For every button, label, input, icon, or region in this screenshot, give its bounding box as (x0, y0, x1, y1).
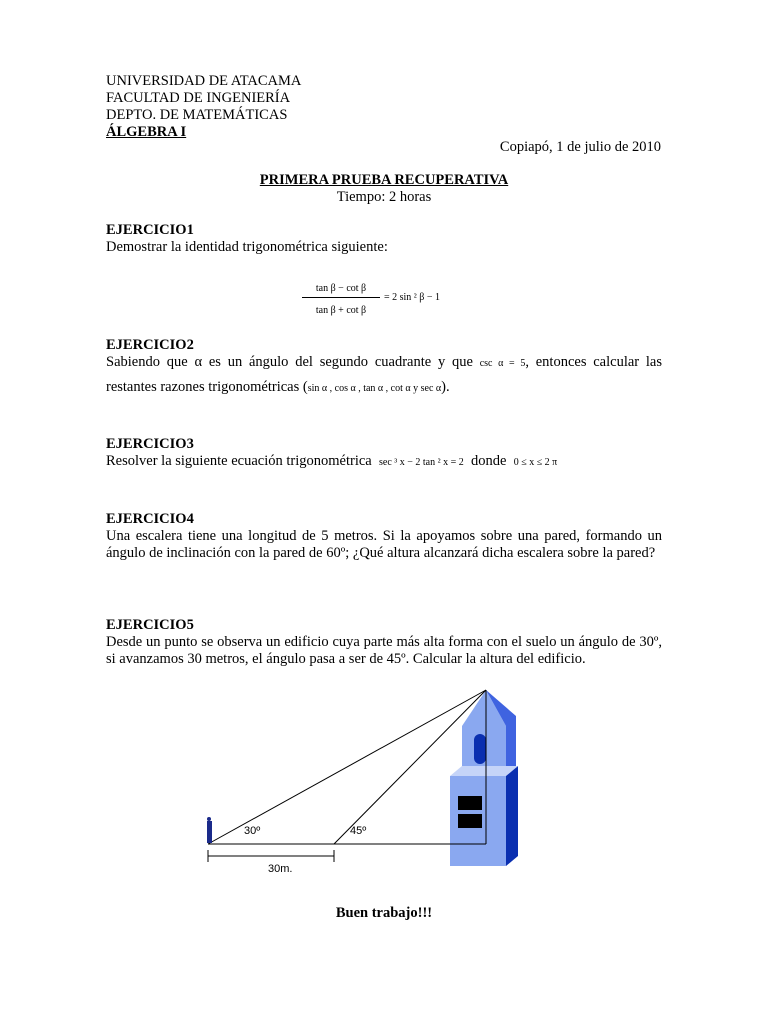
exercise-2-heading: EJERCICIO2 (106, 337, 194, 353)
exercise-3-math-b: 0 ≤ x ≤ 2 π (513, 457, 558, 468)
building-side (506, 766, 518, 866)
tower-window (474, 734, 486, 764)
formula-denominator: tan β + cot β (315, 305, 367, 316)
observer-figure (207, 817, 212, 843)
exercise-2-math-a: csc α = 5 (479, 358, 526, 369)
fraction-bar (302, 297, 380, 298)
exercise-2-line-2 (106, 379, 662, 397)
exam-title: PRIMERA PRUEBA RECUPERATIVA (259, 172, 509, 188)
formula-rhs: = 2 sin ² β − 1 (384, 292, 441, 303)
exercise-2-text-a: Sabiendo que α es un ángulo del segundo cuadrante y que (106, 354, 473, 370)
exercise-1-text: Demostrar la identidad trigonométrica siguiente: (106, 239, 388, 255)
distance-label: 30m. (268, 863, 293, 875)
building-window-upper (458, 796, 482, 810)
exercise-2-text-c: restantes razones trigonométricas ( (106, 379, 308, 395)
exercise-5 (106, 617, 662, 668)
exercise-2-math-c: sin α , cos α , tan α , cot α y sec α (307, 383, 442, 394)
exercise-2 (106, 337, 662, 397)
formula-numerator: tan β − cot β (315, 283, 367, 294)
closing-message: Buen trabajo!!! (335, 905, 433, 921)
faculty-name: FACULTAD DE INGENIERÍA (106, 90, 291, 106)
exercise-1 (106, 222, 662, 256)
sight-line-30 (208, 690, 486, 844)
exam-duration: Tiempo: 2 horas (336, 189, 432, 205)
observer-body (207, 821, 212, 843)
building-angle-figure (200, 686, 530, 876)
exercise-2-text-b: , entonces calcular las (525, 354, 663, 370)
exercise-1-heading: EJERCICIO1 (106, 222, 194, 238)
exercise-3-text-a: Resolver la siguiente ecuación trigonométrica (106, 453, 372, 469)
exercise-4-heading: EJERCICIO4 (106, 511, 194, 527)
date-line: Copiapó, 1 de julio de 2010 (499, 139, 661, 155)
exercise-3 (106, 436, 662, 471)
department-name: DEPTO. DE MATEMÁTICAS (106, 107, 288, 123)
observer-head (207, 817, 211, 821)
building-top (450, 766, 518, 776)
angle-30-label: 30º (244, 825, 261, 837)
exercise-5-heading: EJERCICIO5 (106, 617, 194, 633)
angle-45-label: 45º (350, 825, 367, 837)
exercise-3-math-a: sec ³ x − 2 tan ² x = 2 (379, 457, 464, 468)
course-name: ÁLGEBRA I (106, 124, 187, 140)
exercise-3-line (106, 453, 662, 471)
exercise-3-heading: EJERCICIO3 (106, 436, 194, 452)
university-name: UNIVERSIDAD DE ATACAMA (106, 73, 302, 89)
institution-header (106, 73, 301, 141)
exercise-5-text: Desde un punto se observa un edificio cuya parte más alta forma con el suelo un ángulo de 30º, si avanzamos 30 metros, el ángulo pasa a ser de 45º. Calcular la altura del edificio. (106, 634, 662, 667)
exercise-4-text: Una escalera tiene una longitud de 5 metros. Si la apoyamos sobre una pared, formando un ángulo de inclinación con la pared de 60º; ¿Qué altura alcanzará dicha escalera sobre la pared? (106, 528, 662, 561)
exercise-2-line-1 (106, 354, 662, 372)
building-window-lower (458, 814, 482, 828)
exercise-2-text-d: ). (441, 379, 450, 395)
identity-formula (302, 280, 482, 316)
exercise-4 (106, 511, 662, 562)
exercise-3-text-b: donde (471, 453, 507, 469)
exam-title-block (0, 172, 768, 206)
